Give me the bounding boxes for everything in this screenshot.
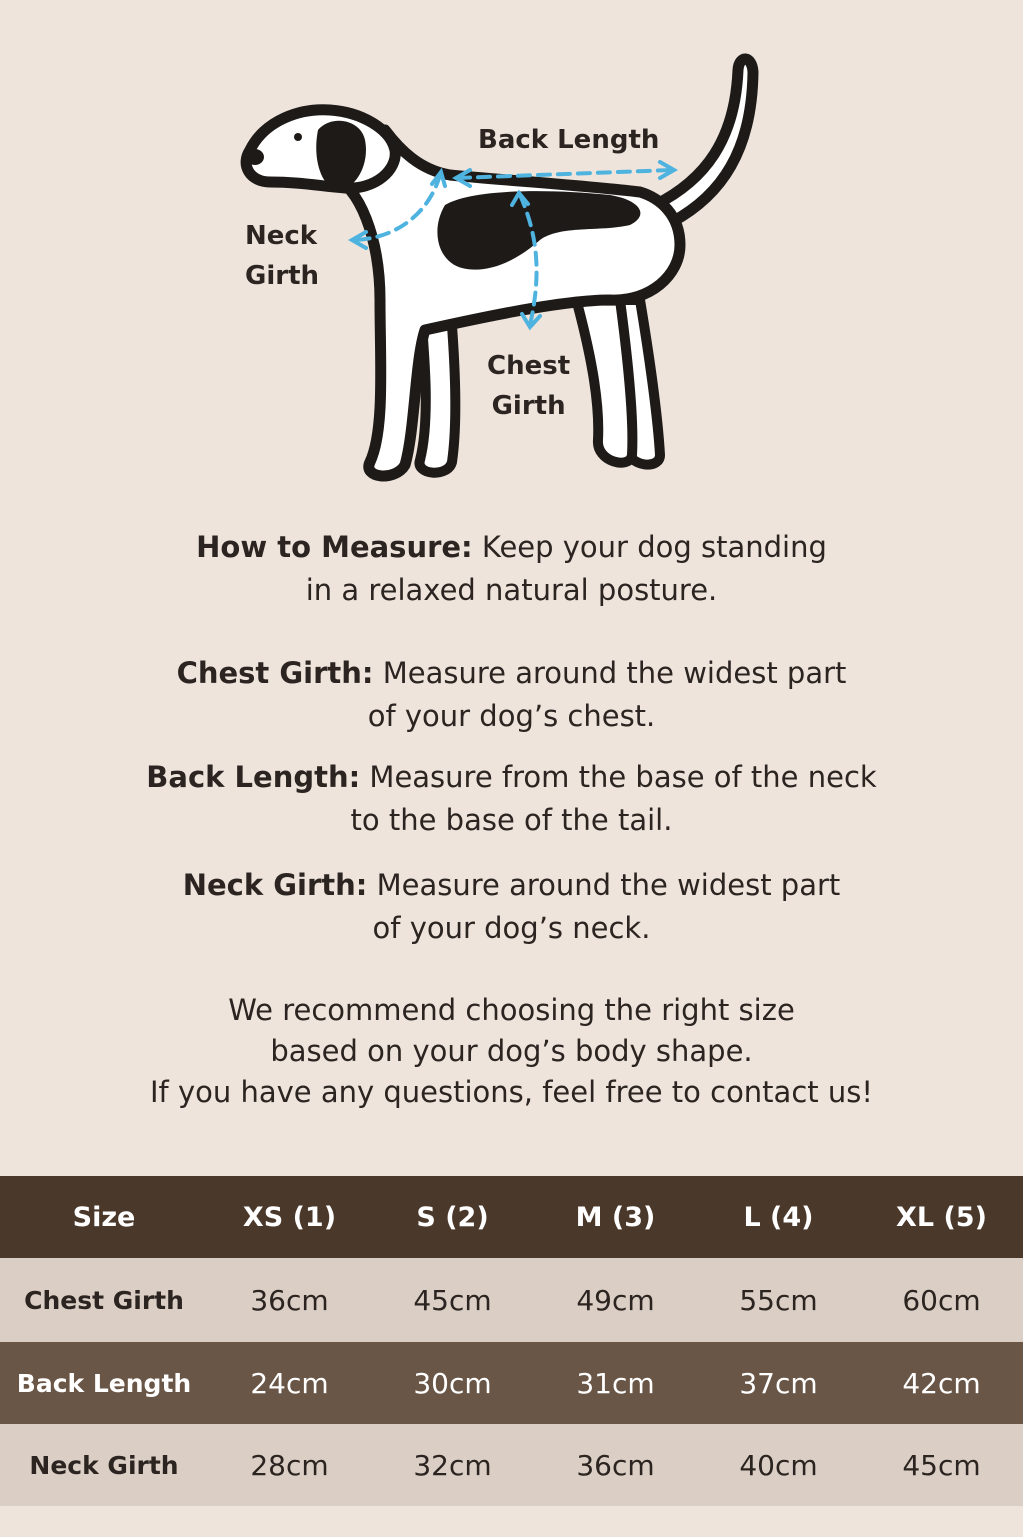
chest-girth-instruction-line2: of your dog’s chest.: [367, 699, 656, 733]
table-cell: 55cm: [697, 1258, 860, 1342]
neck-girth-label-line2: Girth: [245, 261, 320, 291]
header-l: L (4): [697, 1176, 860, 1258]
chest-girth-instruction-line1: Measure around the widest part: [373, 656, 847, 690]
dog-measurement-diagram: [0, 0, 1023, 500]
table-cell: 36cm: [534, 1424, 697, 1506]
table-row: [0, 1424, 1023, 1506]
header-s: S (2): [371, 1176, 534, 1258]
dog-back-leg-near: [575, 295, 632, 463]
back-length-instruction: [0, 756, 1023, 842]
table-cell: 31cm: [534, 1342, 697, 1424]
table-row: [0, 1342, 1023, 1424]
chest-girth-label-line2: Girth: [491, 391, 566, 421]
chest-girth-instruction-heading: Chest Girth:: [176, 656, 374, 690]
table-row: [0, 1258, 1023, 1342]
table-cell: 36cm: [208, 1258, 371, 1342]
header-xs: XS (1): [208, 1176, 371, 1258]
back-length-instruction-line1: Measure from the base of the neck: [360, 760, 877, 794]
table-cell: 45cm: [860, 1424, 1023, 1506]
how-to-measure-line1: Keep your dog standing: [472, 530, 827, 564]
chest-girth-label: [487, 346, 570, 426]
neck-girth-instruction-line1: Measure around the widest part: [367, 868, 841, 902]
table-cell: 42cm: [860, 1342, 1023, 1424]
table-cell: 49cm: [534, 1258, 697, 1342]
back-length-instruction-heading: Back Length:: [146, 760, 361, 794]
table-cell: 28cm: [208, 1424, 371, 1506]
recommendation-line1: We recommend choosing the right size: [228, 993, 795, 1027]
dog-tail: [655, 59, 753, 222]
header-xl: XL (5): [860, 1176, 1023, 1258]
recommendation-line2: based on your dog’s body shape.: [270, 1034, 753, 1068]
row-label-chest-girth: Chest Girth: [0, 1258, 208, 1342]
dog-eye: [294, 133, 302, 141]
chest-girth-label-line1: Chest: [487, 351, 571, 381]
neck-girth-instruction-line2: of your dog’s neck.: [372, 911, 651, 945]
table-cell: 37cm: [697, 1342, 860, 1424]
neck-girth-instruction: [0, 864, 1023, 950]
how-to-measure-line2: in a relaxed natural posture.: [305, 573, 718, 607]
table-cell: 45cm: [371, 1258, 534, 1342]
table-cell: 30cm: [371, 1342, 534, 1424]
size-chart-table: [0, 1176, 1023, 1506]
row-label-back-length: Back Length: [0, 1342, 208, 1424]
header-m: M (3): [534, 1176, 697, 1258]
recommendation-text: [0, 990, 1023, 1113]
neck-girth-label: [245, 216, 319, 296]
header-size: Size: [0, 1176, 208, 1258]
table-cell: 24cm: [208, 1342, 371, 1424]
table-cell: 32cm: [371, 1424, 534, 1506]
how-to-measure-text: [0, 526, 1023, 612]
row-label-neck-girth: Neck Girth: [0, 1424, 208, 1506]
chest-girth-instruction: [0, 652, 1023, 738]
table-cell: 60cm: [860, 1258, 1023, 1342]
recommendation-line3: If you have any questions, feel free to contact us!: [150, 1075, 873, 1109]
how-to-measure-heading: How to Measure:: [196, 530, 473, 564]
dog-nose: [246, 149, 264, 165]
neck-girth-instruction-heading: Neck Girth:: [182, 868, 368, 902]
size-table-header-row: [0, 1176, 1023, 1258]
back-length-label: Back Length: [478, 125, 660, 155]
table-cell: 40cm: [697, 1424, 860, 1506]
neck-girth-label-line1: Neck: [245, 221, 318, 251]
back-length-instruction-line2: to the base of the tail.: [350, 803, 673, 837]
